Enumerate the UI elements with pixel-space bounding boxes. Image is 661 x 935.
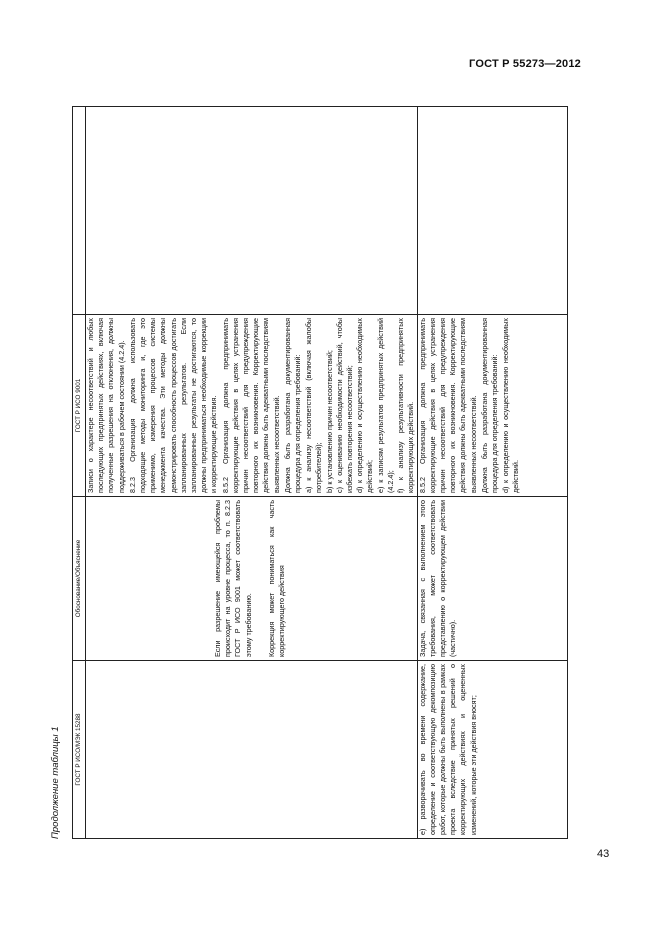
table-row xyxy=(86,107,418,839)
page-number: 43 xyxy=(597,848,610,860)
cell-paragraph: 8.2.3 Организация должна использовать подходящие методы мониторинга и, где это применимо, измерения процессов системы менеджмента качества. Эти методы должны демонстрировать способность процессов достигать запланированных результатов. Если запланированные результаты не достигаются, то должны предприниматься необходимые коррекции и корректирующие действия. xyxy=(127,318,219,493)
list-item: c) к оцениванию необходимости действий, чтобы избежать повторения несоответствий; xyxy=(334,318,355,493)
cell-paragraph: Должна быть разработана документированная процедура для определения требований: xyxy=(479,318,499,493)
cell-paragraph: Записи о характере несоответствий и любых последующих предпринятых действиях, включая полученные разрешения на отклонения, должны поддерживаться в рабочем состоянии (4.2.4). xyxy=(86,318,126,493)
column-header: ГОСТ Р ИСО/МЭК 15288 xyxy=(73,661,86,839)
list-item: d) к определению и осуществлению необходимых действий; xyxy=(355,318,375,493)
list-item: e) к записям результатов предпринятых действий (4.2.4); xyxy=(375,318,395,493)
cell-paragraph: Коррекция может пониматься как часть корректирующего действия xyxy=(266,500,287,657)
table-cell xyxy=(86,661,418,839)
table-cell xyxy=(417,315,567,497)
table-cell: е) разворачивать во времени содержание, определение и соответствующую декомпозицию работ, которые должны быть выполнены в рамках проекта вследствие принятых решений о корректирующих действиях и оцененных изменений, которые эти действия вносят; xyxy=(417,661,567,839)
standard-header: ГОСТ Р 55273—2012 xyxy=(469,58,581,70)
table-cell xyxy=(86,107,418,315)
table-cell xyxy=(417,497,567,661)
table-caption: Продолжение таблицы 1 xyxy=(50,726,61,839)
list-item: f) к анализу результативности предпринятых корректирующих действий. xyxy=(396,318,416,493)
rotated-table-area xyxy=(50,107,571,839)
list-item: а) к анализу несоответствий (включая жалобы потребителей); xyxy=(304,318,324,493)
column-header: Обоснование/Объяснение xyxy=(73,497,86,661)
column-header xyxy=(73,107,86,315)
table-cell xyxy=(86,315,418,497)
cell-paragraph: Должна быть разработана документированная процедура для определения требований: xyxy=(282,318,303,493)
comparison-table xyxy=(72,106,568,839)
column-header: ГОСТ Р ИСО 9001 xyxy=(73,315,86,497)
list-item: b) к установлению причин несоответствий; xyxy=(324,350,334,493)
table-cell xyxy=(86,497,418,661)
table-cell xyxy=(417,107,567,315)
cell-paragraph: 8.5.2 Организация должна предпринимать корректирующие действия в целях устранения причин несоответствий для предупреждения повторного их возникновения. Корректирующие действия должны быть адекватными последствиям выявленных несоответствий. xyxy=(417,318,478,493)
table-row xyxy=(417,107,567,839)
cell-paragraph: Если разрешение имеющейся проблемы происходит на уровне процесса, то п. 8.2.3 ГОСТ Р ИСО 9001 может соответствовать этому требованию. xyxy=(213,500,253,657)
cell-paragraph: 8.5.2 Организация должна предпринимать корректирующие действия в целях устранения причин несоответствий для предупреждения повторного их возникновения. Корректирующие действия должны быть адекватными последствиям выявленных несоответствий. xyxy=(220,318,281,493)
table-header-row xyxy=(73,107,86,839)
cell-paragraph: Задача, связанная с выполнением этого требования, может соответствовать представлению о корректирующем действии (частично). xyxy=(417,500,458,657)
list-item: d) к определению и осуществлению необходимых действий. xyxy=(501,318,521,493)
